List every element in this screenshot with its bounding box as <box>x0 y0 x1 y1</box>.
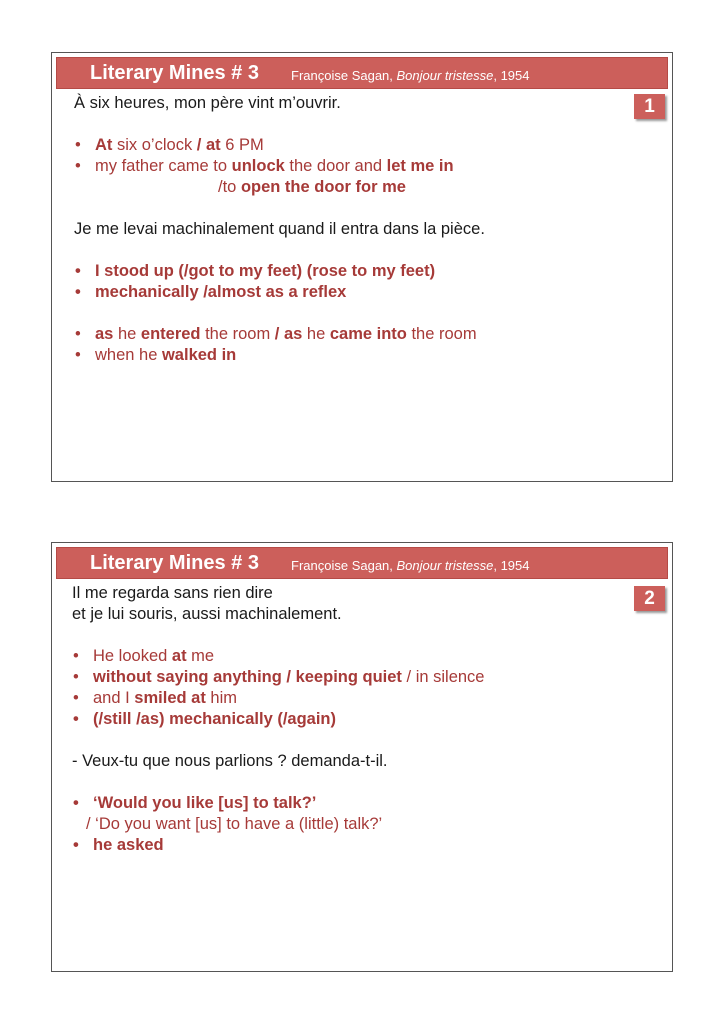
book-title: Bonjour tristesse <box>396 558 494 573</box>
french-sentence: et je lui souris, aussi machinalement. <box>72 605 342 623</box>
translation-bullet: • (/still /as) mechanically (/again) <box>72 709 632 730</box>
slide-title: Literary Mines # 3 <box>90 62 259 84</box>
author: Françoise Sagan, <box>291 68 397 83</box>
translation-bullet: • mechanically /almost as a reflex <box>74 282 634 303</box>
slide-body <box>74 93 634 366</box>
slide-number-badge: 1 <box>634 94 665 119</box>
french-sentence: Il me regarda sans rien dire <box>72 584 273 602</box>
translation-bullet: • ‘Would you like [us] to talk?’ <box>72 793 632 814</box>
translation-bullet: • and I smiled at him <box>72 688 632 709</box>
source-citation <box>291 68 530 83</box>
slide-header <box>56 57 668 89</box>
year: , 1954 <box>493 68 530 83</box>
translation-bullet: • without saying anything / keeping quiet / in silence <box>72 667 632 688</box>
slide-body <box>72 583 632 856</box>
translation-bullet: • when he walked in <box>74 345 634 366</box>
french-sentence: - Veux-tu que nous parlions ? demanda-t-il. <box>72 752 388 770</box>
book-title: Bonjour tristesse <box>396 68 494 83</box>
author: Françoise Sagan, <box>291 558 397 573</box>
slide-header <box>56 547 668 579</box>
french-sentence: Je me levai machinalement quand il entra dans la pièce. <box>74 220 485 238</box>
slide-number-badge: 2 <box>634 586 665 611</box>
translation-bullet: • my father came to unlock the door and let me in <box>74 156 634 177</box>
translation-alternative: /to open the door for me <box>218 178 406 196</box>
slide-1 <box>51 52 673 482</box>
translation-bullet: • He looked at me <box>72 646 632 667</box>
translation-alternative: / ‘Do you want [us] to have a (little) talk?’ <box>86 815 383 833</box>
slide-title: Literary Mines # 3 <box>90 552 259 574</box>
translation-bullet: • as he entered the room / as he came into the room <box>74 324 634 345</box>
french-sentence: À six heures, mon père vint m’ouvrir. <box>74 94 341 112</box>
translation-bullet: • At six o’clock / at 6 PM <box>74 135 634 156</box>
translation-bullet: • he asked <box>72 835 632 856</box>
source-citation <box>291 558 530 573</box>
slide-2 <box>51 542 673 972</box>
year: , 1954 <box>493 558 530 573</box>
translation-bullet: • I stood up (/got to my feet) (rose to my feet) <box>74 261 634 282</box>
